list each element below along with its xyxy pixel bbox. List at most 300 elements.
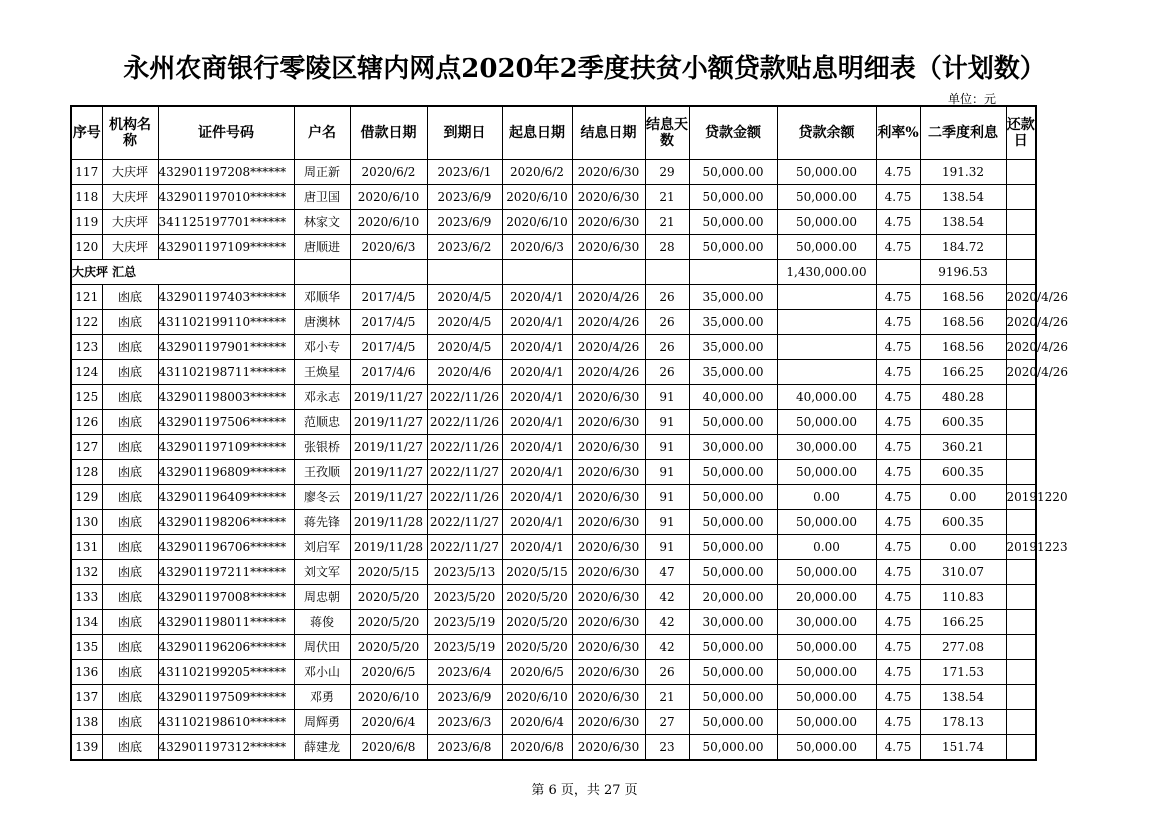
table-row <box>71 360 1036 385</box>
name-cell: 周正新 <box>294 160 350 185</box>
seq-cell: 121 <box>71 285 102 310</box>
branch-cell: 凼底 <box>102 310 158 335</box>
due-date-cell: 2023/6/9 <box>427 210 502 235</box>
balance-cell: 50,000.00 <box>777 560 876 585</box>
subtotal-row <box>71 260 1036 285</box>
start-date-cell: 2020/4/1 <box>502 335 572 360</box>
amount-cell: 35,000.00 <box>689 335 777 360</box>
due-date-cell: 2023/5/19 <box>427 635 502 660</box>
repay-date-cell: 2020/4/26 <box>1006 335 1036 360</box>
settle-date-cell: 2020/6/30 <box>572 635 645 660</box>
loan-date-cell: 2020/5/20 <box>350 585 427 610</box>
branch-cell: 大庆坪 <box>102 160 158 185</box>
seq-cell: 133 <box>71 585 102 610</box>
days-cell: 42 <box>645 585 689 610</box>
due-date-cell: 2023/6/9 <box>427 685 502 710</box>
settle-date-cell: 2020/6/30 <box>572 410 645 435</box>
amount-cell: 35,000.00 <box>689 285 777 310</box>
table-row <box>71 710 1036 735</box>
seq-cell: 124 <box>71 360 102 385</box>
interest-cell: 191.32 <box>920 160 1006 185</box>
id-number-cell: 432901197208****** <box>158 160 294 185</box>
unit-label: 单位：元 <box>948 92 997 106</box>
balance-cell: 50,000.00 <box>777 635 876 660</box>
settle-date-cell: 2020/4/26 <box>572 285 645 310</box>
repay-date-cell <box>1006 660 1036 685</box>
page-title: 永州农商银行零陵区辖内网点2020年2季度扶贫小额贷款贴息明细表（计划数） <box>123 54 1046 84</box>
branch-cell: 凼底 <box>102 660 158 685</box>
id-number-cell: 432901198003****** <box>158 385 294 410</box>
interest-cell: 360.21 <box>920 435 1006 460</box>
balance-cell: 50,000.00 <box>777 710 876 735</box>
rate-cell: 4.75 <box>876 710 920 735</box>
loan-date-cell: 2020/5/15 <box>350 560 427 585</box>
name-cell: 邓顺华 <box>294 285 350 310</box>
loan-date-cell: 2019/11/27 <box>350 485 427 510</box>
start-date-cell: 2020/5/15 <box>502 560 572 585</box>
interest-cell: 171.53 <box>920 660 1006 685</box>
name-cell: 唐顺进 <box>294 235 350 260</box>
id-number-cell: 432901197010****** <box>158 185 294 210</box>
name-cell: 蒋先锋 <box>294 510 350 535</box>
due-date-cell: 2023/6/4 <box>427 660 502 685</box>
branch-cell: 凼底 <box>102 710 158 735</box>
settle-date-cell: 2020/6/30 <box>572 210 645 235</box>
loan-date-cell: 2019/11/28 <box>350 535 427 560</box>
settle-date-cell: 2020/6/30 <box>572 435 645 460</box>
table-row <box>71 460 1036 485</box>
repay-date-cell <box>1006 410 1036 435</box>
rate-cell: 4.75 <box>876 735 920 761</box>
loan-date-cell: 2017/4/5 <box>350 335 427 360</box>
name-cell: 张银桥 <box>294 435 350 460</box>
id-number-cell: 431102199205****** <box>158 660 294 685</box>
name-cell: 邓勇 <box>294 685 350 710</box>
start-date-cell: 2020/4/1 <box>502 360 572 385</box>
id-number-cell: 432901197509****** <box>158 685 294 710</box>
interest-cell: 480.28 <box>920 385 1006 410</box>
id-number-cell: 432901198206****** <box>158 510 294 535</box>
repay-date-cell <box>1006 435 1036 460</box>
days-cell: 26 <box>645 335 689 360</box>
name-cell: 邓小专 <box>294 335 350 360</box>
loan-date-cell: 2019/11/28 <box>350 510 427 535</box>
id-number-cell: 341125197701****** <box>158 210 294 235</box>
settle-date-cell: 2020/6/30 <box>572 535 645 560</box>
start-date-cell: 2020/6/4 <box>502 710 572 735</box>
branch-cell: 大庆坪 <box>102 185 158 210</box>
table-row <box>71 485 1036 510</box>
rate-cell: 4.75 <box>876 360 920 385</box>
rate-cell: 4.75 <box>876 660 920 685</box>
seq-cell: 122 <box>71 310 102 335</box>
interest-cell: 310.07 <box>920 560 1006 585</box>
repay-date-cell <box>1006 735 1036 761</box>
amount-cell: 50,000.00 <box>689 510 777 535</box>
repay-date-cell <box>1006 460 1036 485</box>
id-number-cell: 431102198711****** <box>158 360 294 385</box>
table-row <box>71 535 1036 560</box>
interest-cell: 166.25 <box>920 360 1006 385</box>
subtotal-body <box>71 260 1036 285</box>
due-date-cell: 2022/11/27 <box>427 535 502 560</box>
balance-cell: 40,000.00 <box>777 385 876 410</box>
seq-cell: 119 <box>71 210 102 235</box>
name-cell: 范顺忠 <box>294 410 350 435</box>
balance-cell <box>777 360 876 385</box>
days-cell: 91 <box>645 485 689 510</box>
page-footer: 第 6 页，共 27 页 <box>531 783 638 798</box>
balance-cell: 50,000.00 <box>777 160 876 185</box>
loan-date-cell: 2020/6/8 <box>350 735 427 761</box>
name-cell: 周辉勇 <box>294 710 350 735</box>
rate-cell: 4.75 <box>876 185 920 210</box>
settle-date-cell: 2020/6/30 <box>572 185 645 210</box>
days-cell: 27 <box>645 710 689 735</box>
id-number-cell: 432901197312****** <box>158 735 294 761</box>
branch-cell: 凼底 <box>102 610 158 635</box>
table-row <box>71 335 1036 360</box>
interest-cell: 277.08 <box>920 635 1006 660</box>
balance-cell: 30,000.00 <box>777 435 876 460</box>
due-date-cell: 2023/6/8 <box>427 735 502 761</box>
rate-cell: 4.75 <box>876 535 920 560</box>
due-date-cell: 2023/6/3 <box>427 710 502 735</box>
table-row <box>71 410 1036 435</box>
table-row <box>71 685 1036 710</box>
amount-cell: 20,000.00 <box>689 585 777 610</box>
rate-cell: 4.75 <box>876 235 920 260</box>
loan-date-cell: 2020/6/10 <box>350 185 427 210</box>
due-date-cell: 2023/6/1 <box>427 160 502 185</box>
days-cell: 21 <box>645 185 689 210</box>
amount-cell: 50,000.00 <box>689 660 777 685</box>
branch-cell: 凼底 <box>102 360 158 385</box>
loan-date-cell: 2020/6/10 <box>350 685 427 710</box>
seq-cell: 129 <box>71 485 102 510</box>
branch-cell: 凼底 <box>102 535 158 560</box>
seq-cell: 137 <box>71 685 102 710</box>
settle-date-cell: 2020/6/30 <box>572 735 645 761</box>
subtotal-interest: 9196.53 <box>920 260 1006 285</box>
start-date-cell: 2020/4/1 <box>502 535 572 560</box>
settle-date-cell: 2020/4/26 <box>572 360 645 385</box>
due-date-cell: 2023/5/13 <box>427 560 502 585</box>
start-date-cell: 2020/6/10 <box>502 210 572 235</box>
start-date-cell: 2020/4/1 <box>502 285 572 310</box>
amount-cell: 50,000.00 <box>689 410 777 435</box>
branch-cell: 凼底 <box>102 685 158 710</box>
amount-cell: 35,000.00 <box>689 310 777 335</box>
days-cell: 26 <box>645 285 689 310</box>
amount-cell: 30,000.00 <box>689 610 777 635</box>
loan-date-cell: 2017/4/6 <box>350 360 427 385</box>
branch-cell: 凼底 <box>102 410 158 435</box>
name-cell: 薛建龙 <box>294 735 350 761</box>
amount-cell: 50,000.00 <box>689 560 777 585</box>
name-cell: 廖冬云 <box>294 485 350 510</box>
due-date-cell: 2023/5/20 <box>427 585 502 610</box>
start-date-cell: 2020/4/1 <box>502 310 572 335</box>
table-row <box>71 660 1036 685</box>
days-cell: 91 <box>645 460 689 485</box>
name-cell: 王孜顺 <box>294 460 350 485</box>
seq-cell: 117 <box>71 160 102 185</box>
branch-cell: 凼底 <box>102 560 158 585</box>
settle-date-cell: 2020/6/30 <box>572 385 645 410</box>
id-number-cell: 432901197211****** <box>158 560 294 585</box>
name-cell: 刘文军 <box>294 560 350 585</box>
balance-cell: 50,000.00 <box>777 460 876 485</box>
seq-cell: 126 <box>71 410 102 435</box>
seq-cell: 123 <box>71 335 102 360</box>
days-cell: 42 <box>645 635 689 660</box>
start-date-cell: 2020/5/20 <box>502 585 572 610</box>
rate-cell: 4.75 <box>876 285 920 310</box>
days-cell: 23 <box>645 735 689 761</box>
start-date-cell: 2020/4/1 <box>502 385 572 410</box>
id-number-cell: 431102198610****** <box>158 710 294 735</box>
due-date-cell: 2020/4/5 <box>427 310 502 335</box>
balance-cell: 30,000.00 <box>777 610 876 635</box>
rate-cell: 4.75 <box>876 560 920 585</box>
seq-cell: 118 <box>71 185 102 210</box>
amount-cell: 50,000.00 <box>689 235 777 260</box>
balance-cell <box>777 335 876 360</box>
repay-date-cell: 2020/4/26 <box>1006 310 1036 335</box>
table-body-dd <box>71 285 1069 761</box>
col-header: 结息日期 <box>572 106 645 160</box>
settle-date-cell: 2020/6/30 <box>572 460 645 485</box>
id-number-cell: 432901197008****** <box>158 585 294 610</box>
days-cell: 29 <box>645 160 689 185</box>
repay-date-cell <box>1006 210 1036 235</box>
balance-cell <box>777 310 876 335</box>
loan-date-cell: 2020/6/2 <box>350 160 427 185</box>
days-cell: 21 <box>645 685 689 710</box>
id-number-cell: 432901197901****** <box>158 335 294 360</box>
id-number-cell: 431102199110****** <box>158 310 294 335</box>
rate-cell: 4.75 <box>876 635 920 660</box>
settle-date-cell: 2020/6/30 <box>572 235 645 260</box>
amount-cell: 50,000.00 <box>689 485 777 510</box>
seq-cell: 131 <box>71 535 102 560</box>
balance-cell: 50,000.00 <box>777 510 876 535</box>
id-number-cell: 432901198011****** <box>158 610 294 635</box>
days-cell: 91 <box>645 510 689 535</box>
amount-cell: 50,000.00 <box>689 685 777 710</box>
table-row <box>71 285 1036 310</box>
repay-date-cell <box>1006 610 1036 635</box>
days-cell: 28 <box>645 235 689 260</box>
settle-date-cell: 2020/6/30 <box>572 660 645 685</box>
interest-cell: 0.00 <box>920 485 1006 510</box>
table-row <box>71 185 1036 210</box>
rate-cell: 4.75 <box>876 310 920 335</box>
balance-cell <box>777 285 876 310</box>
due-date-cell: 2020/4/5 <box>427 335 502 360</box>
settle-date-cell: 2020/6/30 <box>572 510 645 535</box>
branch-cell: 凼底 <box>102 385 158 410</box>
name-cell: 王焕星 <box>294 360 350 385</box>
name-cell: 周伏田 <box>294 635 350 660</box>
amount-cell: 50,000.00 <box>689 210 777 235</box>
days-cell: 26 <box>645 660 689 685</box>
table-row <box>71 210 1036 235</box>
seq-cell: 139 <box>71 735 102 761</box>
days-cell: 42 <box>645 610 689 635</box>
due-date-cell: 2020/4/5 <box>427 285 502 310</box>
col-header: 二季度利息 <box>920 106 1006 160</box>
settle-date-cell: 2020/6/30 <box>572 610 645 635</box>
balance-cell: 50,000.00 <box>777 735 876 761</box>
days-cell: 91 <box>645 435 689 460</box>
loan-date-cell: 2020/6/10 <box>350 210 427 235</box>
subtotal-balance: 1,430,000.00 <box>777 260 876 285</box>
loan-date-cell: 2020/5/20 <box>350 610 427 635</box>
balance-cell: 0.00 <box>777 535 876 560</box>
settle-date-cell: 2020/6/30 <box>572 485 645 510</box>
id-number-cell: 432901196706****** <box>158 535 294 560</box>
interest-cell: 600.35 <box>920 410 1006 435</box>
repay-date-cell <box>1006 160 1036 185</box>
loan-date-cell: 2020/5/20 <box>350 635 427 660</box>
name-cell: 蒋俊 <box>294 610 350 635</box>
branch-cell: 凼底 <box>102 485 158 510</box>
rate-cell: 4.75 <box>876 210 920 235</box>
loan-date-cell: 2019/11/27 <box>350 435 427 460</box>
settle-date-cell: 2020/4/26 <box>572 335 645 360</box>
table-row <box>71 560 1036 585</box>
amount-cell: 30,000.00 <box>689 435 777 460</box>
id-number-cell: 432901197109****** <box>158 435 294 460</box>
settle-date-cell: 2020/6/30 <box>572 685 645 710</box>
amount-cell: 50,000.00 <box>689 710 777 735</box>
start-date-cell: 2020/5/20 <box>502 610 572 635</box>
rate-cell: 4.75 <box>876 510 920 535</box>
amount-cell: 35,000.00 <box>689 360 777 385</box>
branch-cell: 凼底 <box>102 510 158 535</box>
loan-date-cell: 2020/6/5 <box>350 660 427 685</box>
table-body-dqp <box>71 160 1036 260</box>
rate-cell: 4.75 <box>876 385 920 410</box>
amount-cell: 50,000.00 <box>689 185 777 210</box>
settle-date-cell: 2020/6/30 <box>572 585 645 610</box>
settle-date-cell: 2020/4/26 <box>572 310 645 335</box>
table-row <box>71 510 1036 535</box>
amount-cell: 50,000.00 <box>689 535 777 560</box>
due-date-cell: 2022/11/26 <box>427 410 502 435</box>
name-cell: 邓永志 <box>294 385 350 410</box>
loan-date-cell: 2017/4/5 <box>350 285 427 310</box>
col-header: 利率% <box>876 106 920 160</box>
start-date-cell: 2020/6/3 <box>502 235 572 260</box>
loan-date-cell: 2020/6/4 <box>350 710 427 735</box>
subtotal-label: 大庆坪 汇总 <box>71 260 294 285</box>
seq-cell: 128 <box>71 460 102 485</box>
interest-cell: 151.74 <box>920 735 1006 761</box>
branch-cell: 凼底 <box>102 335 158 360</box>
seq-cell: 138 <box>71 710 102 735</box>
col-header: 序号 <box>71 106 102 160</box>
seq-cell: 135 <box>71 635 102 660</box>
repay-date-cell <box>1006 510 1036 535</box>
table-row <box>71 435 1036 460</box>
interest-cell: 600.35 <box>920 510 1006 535</box>
days-cell: 26 <box>645 360 689 385</box>
interest-cell: 0.00 <box>920 535 1006 560</box>
table-row <box>71 385 1036 410</box>
due-date-cell: 2023/5/19 <box>427 610 502 635</box>
interest-cell: 178.13 <box>920 710 1006 735</box>
seq-cell: 134 <box>71 610 102 635</box>
repay-date-cell <box>1006 185 1036 210</box>
due-date-cell: 2022/11/26 <box>427 435 502 460</box>
amount-cell: 50,000.00 <box>689 160 777 185</box>
col-header: 到期日 <box>427 106 502 160</box>
days-cell: 21 <box>645 210 689 235</box>
days-cell: 91 <box>645 535 689 560</box>
repay-date-cell <box>1006 585 1036 610</box>
name-cell: 唐澳林 <box>294 310 350 335</box>
col-header: 贷款余额 <box>777 106 876 160</box>
id-number-cell: 432901197506****** <box>158 410 294 435</box>
seq-cell: 136 <box>71 660 102 685</box>
branch-cell: 凼底 <box>102 635 158 660</box>
rate-cell: 4.75 <box>876 335 920 360</box>
balance-cell: 50,000.00 <box>777 410 876 435</box>
due-date-cell: 2023/6/9 <box>427 185 502 210</box>
amount-cell: 50,000.00 <box>689 460 777 485</box>
rate-cell: 4.75 <box>876 685 920 710</box>
col-header: 户名 <box>294 106 350 160</box>
start-date-cell: 2020/4/1 <box>502 460 572 485</box>
amount-cell: 40,000.00 <box>689 385 777 410</box>
name-cell: 唐卫国 <box>294 185 350 210</box>
due-date-cell: 2023/6/2 <box>427 235 502 260</box>
branch-cell: 凼底 <box>102 460 158 485</box>
days-cell: 91 <box>645 385 689 410</box>
due-date-cell: 2020/4/6 <box>427 360 502 385</box>
branch-cell: 凼底 <box>102 435 158 460</box>
loan-date-cell: 2017/4/5 <box>350 310 427 335</box>
col-header: 贷款金额 <box>689 106 777 160</box>
branch-cell: 凼底 <box>102 585 158 610</box>
table-row <box>71 610 1036 635</box>
balance-cell: 50,000.00 <box>777 685 876 710</box>
repay-date-cell <box>1006 385 1036 410</box>
start-date-cell: 2020/6/10 <box>502 185 572 210</box>
repay-date-cell <box>1006 560 1036 585</box>
rate-cell: 4.75 <box>876 410 920 435</box>
seq-cell: 125 <box>71 385 102 410</box>
rate-cell: 4.75 <box>876 460 920 485</box>
table-row <box>71 585 1036 610</box>
start-date-cell: 2020/4/1 <box>502 485 572 510</box>
interest-cell: 168.56 <box>920 310 1006 335</box>
seq-cell: 132 <box>71 560 102 585</box>
interest-cell: 166.25 <box>920 610 1006 635</box>
repay-date-cell <box>1006 685 1036 710</box>
col-header: 还款日 <box>1006 106 1036 160</box>
loan-interest-table <box>70 105 1069 761</box>
branch-cell: 凼底 <box>102 735 158 761</box>
balance-cell: 0.00 <box>777 485 876 510</box>
interest-cell: 168.56 <box>920 335 1006 360</box>
balance-cell: 50,000.00 <box>777 185 876 210</box>
id-number-cell: 432901197109****** <box>158 235 294 260</box>
repay-date-cell: 20191220 <box>1006 485 1036 510</box>
